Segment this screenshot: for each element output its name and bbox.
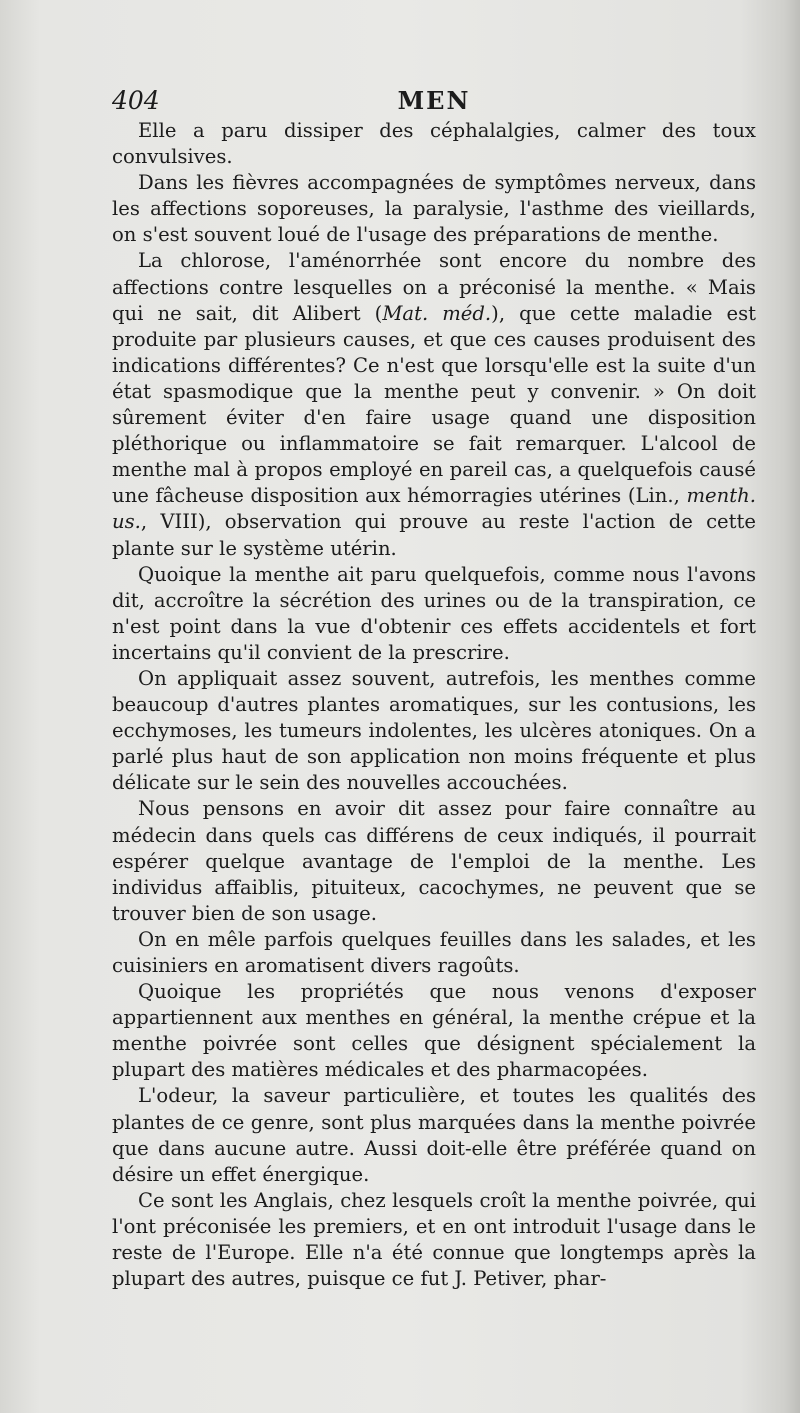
paragraph-text: , VIII), observation qui prouve au reste l'action de cette plante sur le système utérin. — [112, 510, 756, 560]
body-text — [112, 118, 756, 1292]
paragraph: Dans les fièvres accompagnées de symptômes nerveux, dans les affections soporeuses, la paralysie, l'asthme des vieillards, on s'est souvent loué de l'usage des préparations de menthe. — [112, 171, 756, 247]
paragraph-text: ), que cette maladie est produite par plusieurs causes, et que ces causes produisent des indications différentes? Ce n'est que lorsqu'elle est la suite d'un état spasmodique que la menthe peut y convenir. » On doit sûrement éviter d'en faire usage quand une disposition pléthorique ou inflammatoire se fait remarquer. L'alcool de menthe mal à propos employé en pareil cas, a quelquefois causé une fâcheuse disposition aux hémorragies utérines (Lin., — [112, 301, 756, 508]
paragraph: L'odeur, la saveur particulière, et toutes les qualités des plantes de ce genre, sont plus marquées dans la menthe poivrée que dans aucune autre. Aussi doit-elle être préférée quand on désire un effet énergique. — [112, 1084, 756, 1186]
page-number: 404 — [112, 86, 160, 115]
paragraph — [112, 248, 756, 561]
paragraph: Nous pensons en avoir dit assez pour faire connaître au médecin dans quels cas différens de ceux indiqués, il pourrait espérer quelque avantage de l'emploi de la menthe. Les individus affaiblis, pituiteux, cacochymes, ne peuvent que se trouver bien de son usage. — [112, 797, 756, 925]
paragraph: Elle a paru dissiper des céphalalgies, calmer des toux convulsives. — [112, 119, 756, 169]
paragraph: On appliquait assez souvent, autrefois, les menthes comme beaucoup d'autres plantes aromatiques, sur les contusions, les ecchymoses, les tumeurs indolentes, les ulcères atoniques. On a parlé plus haut de son application non moins fréquente et plus délicate sur le sein des nouvelles accouchées. — [112, 666, 756, 795]
paragraph: Ce sont les Anglais, chez lesquels croît la menthe poivrée, qui l'ont préconisée les premiers, et en ont introduit l'usage dans le reste de l'Europe. Elle n'a été connue que longtemps après la plupart des autres, puisque ce fut J. Petiver, phar- — [112, 1188, 756, 1291]
citation-italic: Mat. méd. — [382, 301, 492, 325]
page-header — [112, 86, 756, 120]
paragraph: On en mêle parfois quelques feuilles dans les salades, et les cuisiniers en aromatisent divers ragoûts. — [112, 927, 756, 977]
paragraph: Quoique les propriétés que nous venons d'exposer appartiennent aux menthes en général, la menthe crépue et la menthe poivrée sont celles que désignent spécialement la plupart des matières médicales et des pharmacopées. — [112, 980, 756, 1082]
citation-italic: menth. us. — [112, 484, 756, 534]
paragraph: Quoique la menthe ait paru quelquefois, comme nous l'avons dit, accroître la sécrétion des urines ou de la transpiration, ce n'est point dans la vue d'obtenir ces effets accidentels et fort incertains qu'il convient de la prescrire. — [112, 562, 756, 664]
running-head: MEN — [397, 86, 471, 115]
paragraph-text: La chlorose, l'aménorrhée sont encore du nombre des affections contre lesquelles on a préconisé la menthe. « Mais qui ne sait, dit Alibert ( — [112, 249, 756, 325]
